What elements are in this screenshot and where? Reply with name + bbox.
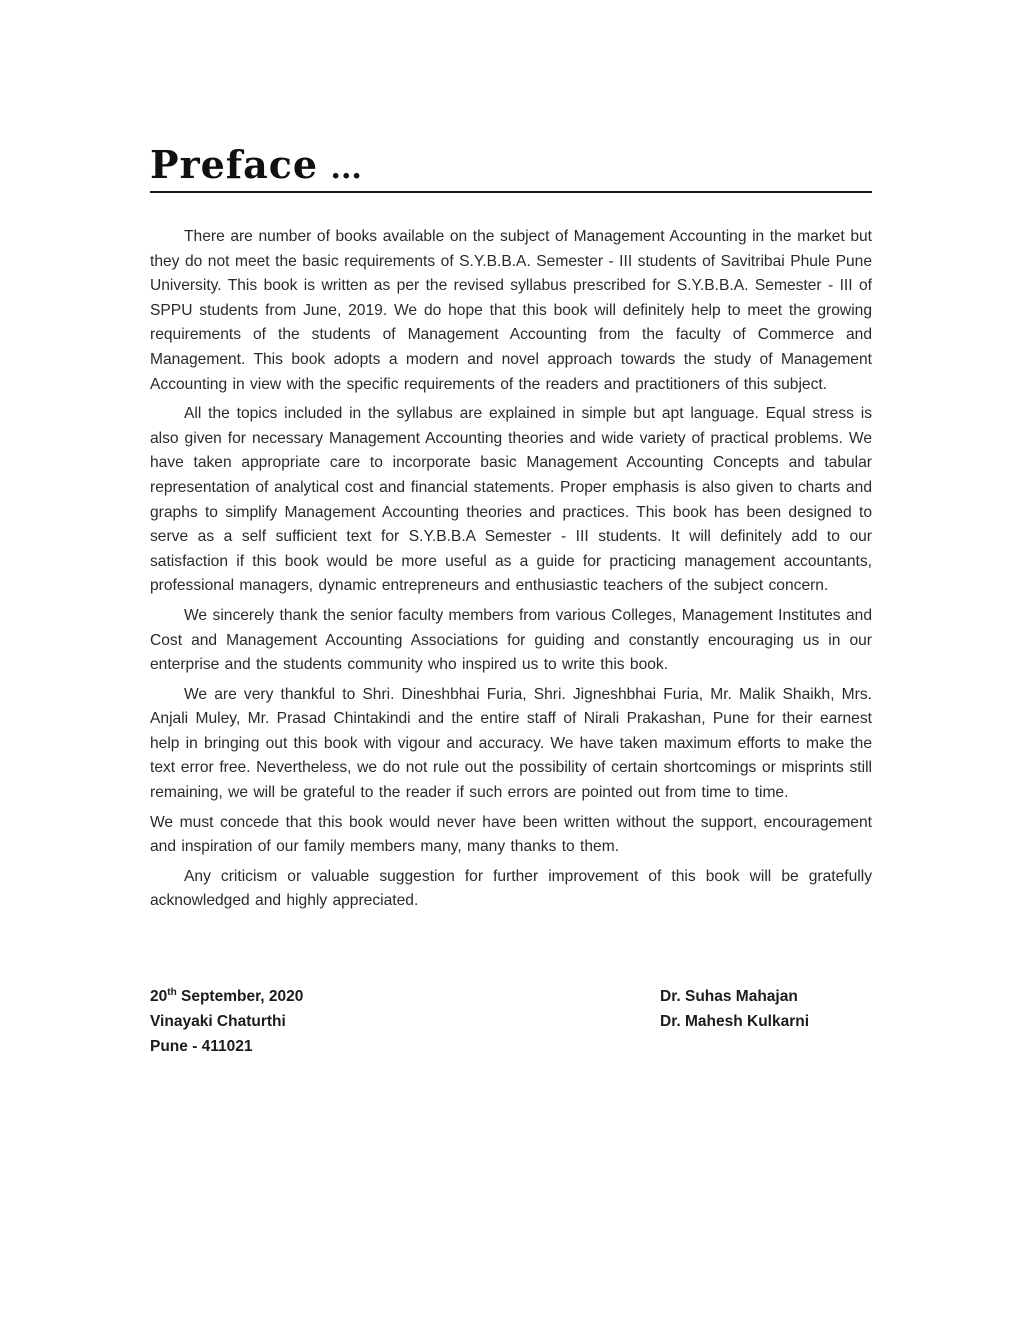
preface-paragraph-1: There are number of books available on the subject of Management Accounting in the market but they do not meet the basic requirements of S.Y.B.B.A. Semester - III students of Savitribai Phule Pune University. This book is written as per the revised syllabus prescribed for S.Y.B.B.A. Semester - III of SPPU students from June, 2019. We do hope that this book will definitely help to meet the growing requirements of the students of Management Accounting from the faculty of Commerce and Management. This book adopts a modern and novel approach towards the study of Management Accounting in view with the specific requirements of the readers and practitioners of this subject. (150, 228, 872, 393)
preface-footer (150, 984, 872, 1059)
preface-paragraph-6: Any criticism or valuable suggestion for further improvement of this book will be gratefully acknowledged and highly appreciated. (150, 867, 872, 910)
page-title-dots: ... (330, 151, 362, 186)
footer-author-2: Dr. Mahesh Kulkarni (660, 1013, 810, 1031)
footer-date-rest: September, 2020 (176, 988, 304, 1006)
footer-authors-block (660, 984, 872, 1059)
preface-paragraph-5: We must concede that this book would never have been written without the support, encouragement and inspiration of our family members many, many thanks to them. (150, 813, 872, 856)
preface-heading (150, 142, 872, 193)
preface-paragraph-2: All the topics included in the syllabus are explained in simple but apt language. Equal stress is also given for necessary Management Accounting theories and wide variety of practical problems. We have taken appropriate care to incorporate basic Management Accounting Concepts and tabular representation of analytical cost and financial statements. Proper emphasis is also given to charts and graphs to simplify Management Accounting theories and practices. This book has been designed to serve as a self sufficient text for S.Y.B.B.A Semester - III students. It will definitely add to our satisfaction if this book would be more useful as a guide for practicing management accountants, professional managers, dynamic entrepreneurs and enthusiastic teachers of the subject concern. (150, 405, 872, 595)
page-title: Preface (150, 142, 319, 187)
footer-place: Pune - 411021 (150, 1038, 253, 1056)
preface-paragraph-4: We are very thankful to Shri. Dineshbhai Furia, Shri. Jigneshbhai Furia, Mr. Malik Shaikh, Mrs. Anjali Muley, Mr. Prasad Chintakindi and the entire staff of Nirali Prakashan, Pune for their earnest help in bringing out this book with vigour and accuracy. We have taken maximum efforts to make the text error free. Nevertheless, we do not rule out the possibility of certain shortcomings or misprints still remaining, we will be grateful to the reader if such errors are pointed out from time to time. (150, 685, 872, 802)
footer-date-day: 20 (150, 988, 168, 1006)
footer-date-line (150, 984, 660, 1009)
footer-occasion: Vinayaki Chaturthi (150, 1013, 286, 1031)
footer-date-suffix: th (167, 986, 177, 998)
preface-paragraph-3: We sincerely thank the senior faculty members from various Colleges, Management Institutes and Cost and Management Accounting Associations for guiding and constantly encouraging us in our enterprise and the students community who inspired us to write this book. (150, 606, 872, 674)
footer-author-1: Dr. Suhas Mahajan (660, 988, 798, 1006)
footer-date-block (150, 984, 660, 1059)
preface-body (150, 225, 872, 914)
